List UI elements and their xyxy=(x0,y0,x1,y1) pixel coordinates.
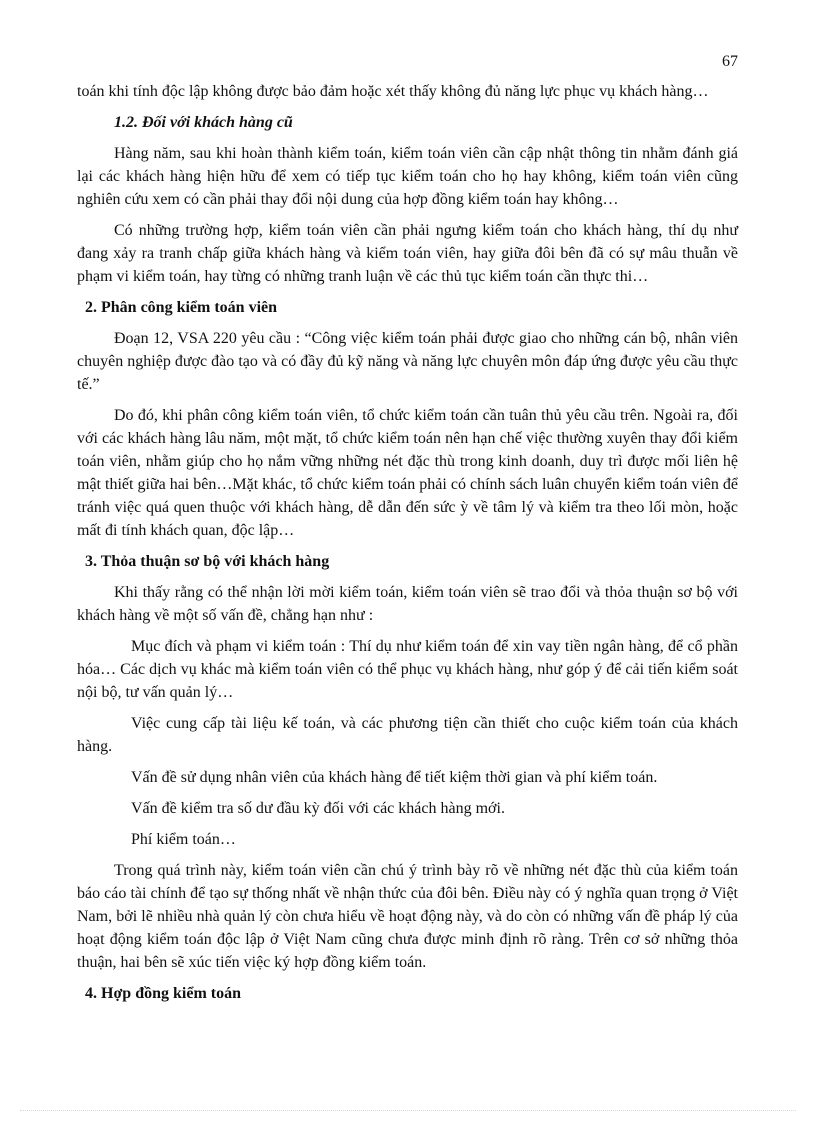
paragraph-stop-audit: Có những trường hợp, kiểm toán viên cần phải ngưng kiểm toán cho khách hàng, thí dụ như đang xảy ra tranh chấp giữa khách hàng và kiểm toán viên, hay giữa đôi bên đã có sự mâu thuẫn về phạm vi kiểm toán, hay từng có những tranh luận về các thủ tục kiểm toán cần thực thi… xyxy=(77,222,738,285)
list-item-opening-balance: Vấn đề kiểm tra số dư đầu kỳ đối với các khách hàng mới. xyxy=(131,800,505,817)
paragraph-vsa-220: Đoạn 12, VSA 220 yêu cầu : “Công việc kiểm toán phải được giao cho những cán bộ, nhân viên chuyên nghiệp được đào tạo và có đầy đủ kỹ năng và năng lực chuyên môn đáp ứng được yêu cầu thực tế.” xyxy=(77,330,738,393)
section-heading-1-2: 1.2. Đối với khách hàng cũ xyxy=(114,114,293,131)
paragraph-process: Trong quá trình này, kiểm toán viên cần chú ý trình bày rõ về những nét đặc thù của kiểm toán báo cáo tài chính để tạo sự thống nhất về nhận thức của đôi bên. Điều này có ý nghĩa quan trọng ở Việt Nam, bởi lẽ nhiều nhà quản lý còn chưa hiểu về hoạt động này, và do còn có những vấn đề pháp lý của hoạt động kiểm toán độc lập ở Việt Nam cũng chưa được minh định rõ ràng. Trên cơ sở những thỏa thuận, hai bên sẽ xúc tiến việc ký hợp đồng kiểm toán. xyxy=(77,862,738,971)
page-number: 67 xyxy=(722,53,738,70)
page-content xyxy=(77,80,738,1013)
section-heading-2: 2. Phân công kiểm toán viên xyxy=(85,299,278,316)
paragraph-annual-review: Hàng năm, sau khi hoàn thành kiểm toán, kiểm toán viên cần cập nhật thông tin nhằm đánh giá lại các khách hàng hiện hữu để xem có tiếp tục kiểm toán cho họ hay không, kiểm toán viên cũng nghiên cứu xem có cần phải thay đổi nội dung của hợp đồng kiểm toán hay không… xyxy=(77,145,738,208)
page-bottom-divider xyxy=(20,1110,796,1111)
list-item-documents: Việc cung cấp tài liệu kế toán, và các phương tiện cần thiết cho cuộc kiểm toán của khách hàng. xyxy=(77,715,738,755)
list-item-purpose: Mục đích và phạm vi kiểm toán : Thí dụ như kiểm toán để xin vay tiền ngân hàng, để cổ phần hóa… Các dịch vụ khác mà kiểm toán viên có thể phục vụ khách hàng, như góp ý để cải tiến kiểm soát nội bộ, tư vấn quản lý… xyxy=(77,638,738,701)
paragraph-continuation: toán khi tính độc lập không được bảo đảm hoặc xét thấy không đủ năng lực phục vụ khách hàng… xyxy=(77,83,709,100)
list-item-fee: Phí kiểm toán… xyxy=(131,831,236,848)
paragraph-preliminary: Khi thấy rằng có thể nhận lời mời kiểm toán, kiểm toán viên sẽ trao đổi và thỏa thuận sơ bộ với khách hàng về một số vấn đề, chẳng hạn như : xyxy=(77,584,738,624)
section-heading-3: 3. Thỏa thuận sơ bộ với khách hàng xyxy=(85,553,330,570)
list-item-staff: Vấn đề sử dụng nhân viên của khách hàng để tiết kiệm thời gian và phí kiểm toán. xyxy=(131,769,658,786)
paragraph-assignment: Do đó, khi phân công kiểm toán viên, tổ chức kiểm toán cần tuân thủ yêu cầu trên. Ngoài ra, đối với các khách hàng lâu năm, một mặt, tổ chức kiểm toán nên hạn chế việc thường xuyên thay đổi kiểm toán viên, nhằm giúp cho họ nắm vững những nét đặc thù trong kinh doanh, duy trì được mối liên hệ mật thiết giữa hai bên…Mặt khác, tổ chức kiểm toán phải có chính sách luân chuyển kiểm toán viên để tránh việc quá quen thuộc với khách hàng, dễ dẫn đến sức ỳ về tâm lý và kiểm tra theo lối mòn, hoặc mất đi tính khách quan, độc lập… xyxy=(77,407,738,539)
section-heading-4: 4. Hợp đồng kiểm toán xyxy=(85,985,241,1002)
